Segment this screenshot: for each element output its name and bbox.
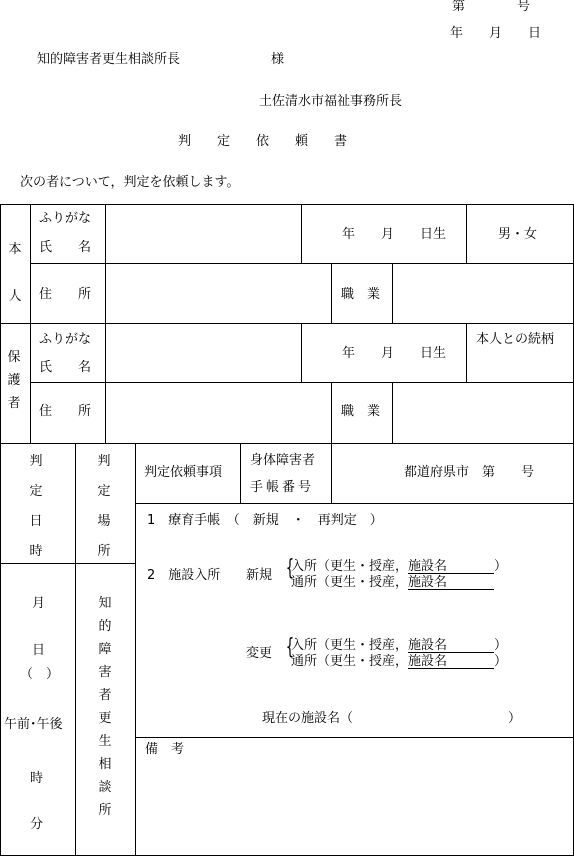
new-entry-row: 入所（更生・授産，施設名 ） [291, 559, 508, 574]
guardian-furigana-label: ふりがな [39, 332, 92, 347]
current-facility-close: ） [508, 711, 522, 726]
guardian-address-label: 住 所 [39, 404, 92, 419]
number-field: 第 号 [452, 0, 531, 14]
item1-ryoiku-techo: 1 療育手帳 （ 新規 ・ 再判定 ） [147, 513, 383, 528]
document-title: 判 定 依 頼 書 [178, 134, 348, 149]
cert-label-line1: 身体障害者 [250, 453, 316, 468]
new-label: 新規 [246, 568, 273, 583]
brace-change: { [285, 635, 295, 660]
guardian-job-label: 職 業 [341, 404, 381, 419]
new-commute-row: 通所（更生・授産，施設名 [291, 576, 494, 590]
date-field: 年 月 日 [450, 26, 542, 41]
date-month-label: 月 [32, 596, 46, 611]
guardian-name-label: 氏 名 [39, 360, 92, 375]
person-job-label: 職 業 [341, 287, 381, 302]
change-entry-row: 入所（更生・授産，施設名 ） [291, 638, 508, 653]
item2-label: 2 施設入所 [147, 568, 221, 583]
cert-number-value: 都道府県市 第 号 [404, 465, 535, 480]
current-facility-label: 現在の施設名（ [262, 711, 354, 726]
judgment-place-label: 判定場所 [97, 454, 111, 559]
person-address-label: 住 所 [39, 287, 92, 302]
weekday-paren: （ ） [20, 667, 60, 682]
change-commute-row: 通所（更生・授産，施設名 ） [291, 654, 508, 669]
judgment-datetime-label: 判定日時 [29, 454, 43, 559]
guardian-side-label: 保護者 [7, 350, 21, 411]
guardian-birthdate-label: 年 月 日生 [342, 346, 447, 361]
brace-new: { [285, 556, 295, 581]
sender: 土佐清水市福祉事務所長 [259, 94, 403, 109]
intro-text: 次の者について，判定を依頼します。 [20, 175, 240, 190]
addressee: 知的障害者更生相談所長 [37, 52, 181, 67]
person-furigana-label: ふりがな [39, 211, 92, 226]
request-items-label: 判定依頼事項 [144, 465, 223, 480]
place-value: 知的障害者更生相談所 [98, 596, 112, 818]
ampm-label: 午前･午後 [4, 717, 63, 732]
date-day-label: 日 [32, 643, 46, 658]
hour-label: 時 [30, 771, 44, 786]
change-label: 変更 [246, 646, 273, 661]
person-sex-label: 男・女 [498, 227, 538, 242]
person-side-label: 本人 [8, 242, 22, 304]
honorific: 様 [271, 52, 285, 67]
person-birthdate-label: 年 月 日生 [342, 227, 447, 242]
minute-label: 分 [30, 817, 44, 832]
guardian-relation-label: 本人との続柄 [476, 332, 555, 347]
cert-label-line2: 手帳番号 [250, 480, 315, 495]
person-name-label: 氏 名 [39, 240, 92, 255]
remarks-label: 備 考 [145, 742, 185, 757]
